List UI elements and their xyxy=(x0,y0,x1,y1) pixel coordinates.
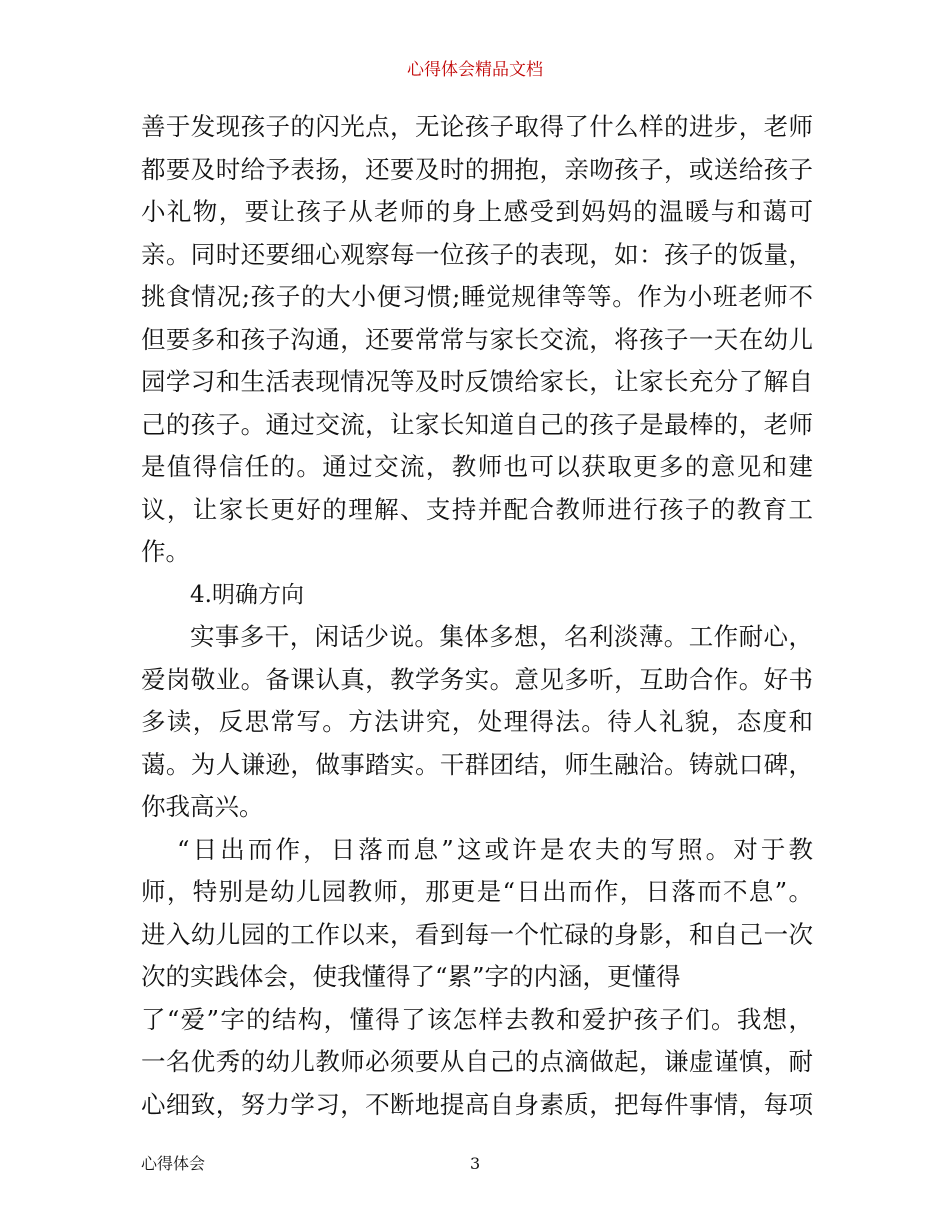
paragraph-line: 多读，反思常写。方法讲究，处理得法。待人礼貌，态度和 xyxy=(141,707,813,736)
paragraph-line: 己的孩子。通过交流，让家长知道自己的孩子是最棒的，老师 xyxy=(141,409,813,439)
paragraph-line: 心细致，努力学习，不断地提高自身素质，把每件事情，每项 xyxy=(141,1089,813,1119)
paragraph-line: 挑食情况;孩子的大小便习惯;睡觉规律等等。作为小班老师不 xyxy=(141,282,813,311)
paragraph-line: 实事多干，闲话少说。集体多想，名利淡薄。工作耐心， xyxy=(190,622,813,651)
document-body xyxy=(141,106,813,1126)
paragraph-line: 作。 xyxy=(141,537,190,566)
paragraph-line: 亲。同时还要细心观察每一位孩子的表现，如：孩子的饭量， xyxy=(141,239,813,269)
page-header-title: 心得体会精品文档 xyxy=(407,60,543,80)
paragraph-line: 都要及时给予表扬，还要及时的拥抱，亲吻孩子，或送给孩子 xyxy=(141,154,813,184)
footer-label: 心得体会 xyxy=(141,1154,206,1173)
paragraph-line: 园学习和生活表现情况等及时反馈给家长，让家长充分了解自 xyxy=(141,367,813,396)
paragraph-line: 爱岗敬业。备课认真，教学务实。意见多听，互助合作。好书 xyxy=(141,664,813,694)
paragraph-line: 次的实践体会，使我懂得了“累”字的内涵，更懂得 xyxy=(141,962,681,991)
paragraph-line: 但要多和孩子沟通，还要常常与家长交流，将孩子一天在幼儿 xyxy=(141,324,813,354)
paragraph-line: 师，特别是幼儿园教师，那更是“日出而作，日落而不息”。 xyxy=(141,877,813,906)
paragraph-line: 议，让家长更好的理解、支持并配合教师进行孩子的教育工 xyxy=(141,494,813,524)
paragraph-line: “日出而作，日落而息”这或许是农夫的写照。对于教 xyxy=(177,834,813,864)
paragraph-line: 善于发现孩子的闪光点，无论孩子取得了什么样的进步，老师 xyxy=(141,112,813,141)
paragraph-line: 蔼。为人谦逊，做事踏实。干群团结，师生融洽。铸就口碑， xyxy=(141,749,813,779)
paragraph-line: 小礼物，要让孩子从老师的身上感受到妈妈的温暖与和蔼可 xyxy=(141,197,813,226)
section-heading: 4.明确方向 xyxy=(190,581,304,608)
paragraph-line: 你我高兴。 xyxy=(141,792,264,821)
paragraph-line: 一名优秀的幼儿教师必须要从自己的点滴做起，谦虚谨慎，耐 xyxy=(141,1047,813,1076)
paragraph-line: 是值得信任的。通过交流，教师也可以获取更多的意见和建 xyxy=(141,452,813,481)
paragraph-line: 了“爱”字的结构，懂得了该怎样去教和爱护孩子们。我想， xyxy=(141,1004,813,1034)
paragraph-line: 进入幼儿园的工作以来，看到每一个忙碌的身影，和自己一次 xyxy=(141,919,813,949)
page-number: 3 xyxy=(470,1154,481,1173)
